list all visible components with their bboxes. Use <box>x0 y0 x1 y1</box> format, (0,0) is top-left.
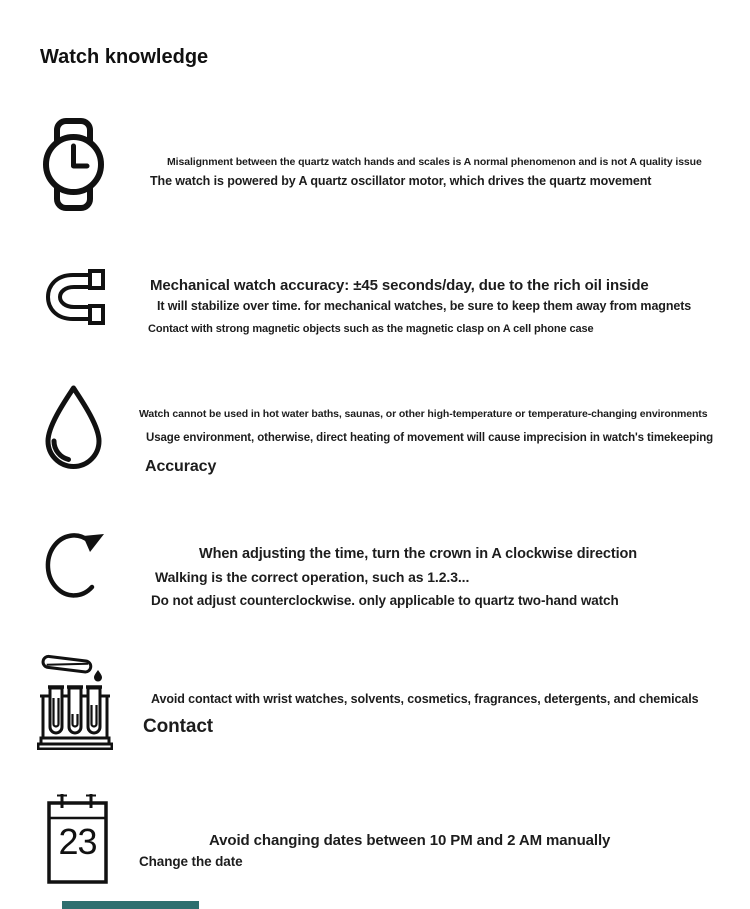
section-heading: Contact <box>143 716 214 737</box>
info-line: Contact with strong magnetic objects such as the magnetic clasp on A cell phone case <box>148 323 594 335</box>
page-title: Watch knowledge <box>40 46 209 69</box>
info-line: Avoid changing dates between 10 PM and 2 AM manually <box>209 832 611 849</box>
info-line: The watch is powered by A quartz oscillator motor, which drives the quartz movement <box>150 173 652 188</box>
section-heading: Accuracy <box>145 458 217 475</box>
calendar-icon <box>47 793 108 885</box>
test-tubes-icon <box>37 650 113 750</box>
info-line: It will stabilize over time. for mechanical watches, be sure to keep them away from magnets <box>157 298 692 313</box>
info-line: Mechanical watch accuracy: ±45 seconds/day, due to the rich oil inside <box>150 277 649 294</box>
bottom-accent-bar <box>62 901 199 909</box>
info-line: Watch cannot be used in hot water baths, saunas, or other high-temperature or temperature-changing environments <box>139 407 708 420</box>
water-drop-icon <box>40 384 107 471</box>
info-line: Change the date <box>139 853 243 869</box>
info-line: Misalignment between the quartz watch hands and scales is A normal phenomenon and is not A quality issue <box>167 155 702 168</box>
info-line: When adjusting the time, turn the crown in A clockwise direction <box>199 545 638 562</box>
info-line: Avoid contact with wrist watches, solvents, cosmetics, fragrances, detergents, and chemicals <box>151 691 699 706</box>
clockwise-arrow-icon <box>43 520 109 604</box>
magnet-icon <box>40 266 108 328</box>
info-line: Do not adjust counterclockwise. only applicable to quartz two-hand watch <box>151 592 619 608</box>
calendar-day-number: 23 <box>58 821 97 862</box>
info-line: Usage environment, otherwise, direct heating of movement will cause imprecision in watch's timekeeping <box>146 431 714 444</box>
wrist-watch-icon <box>42 117 105 212</box>
info-line: Walking is the correct operation, such as 1.2.3... <box>155 569 470 585</box>
